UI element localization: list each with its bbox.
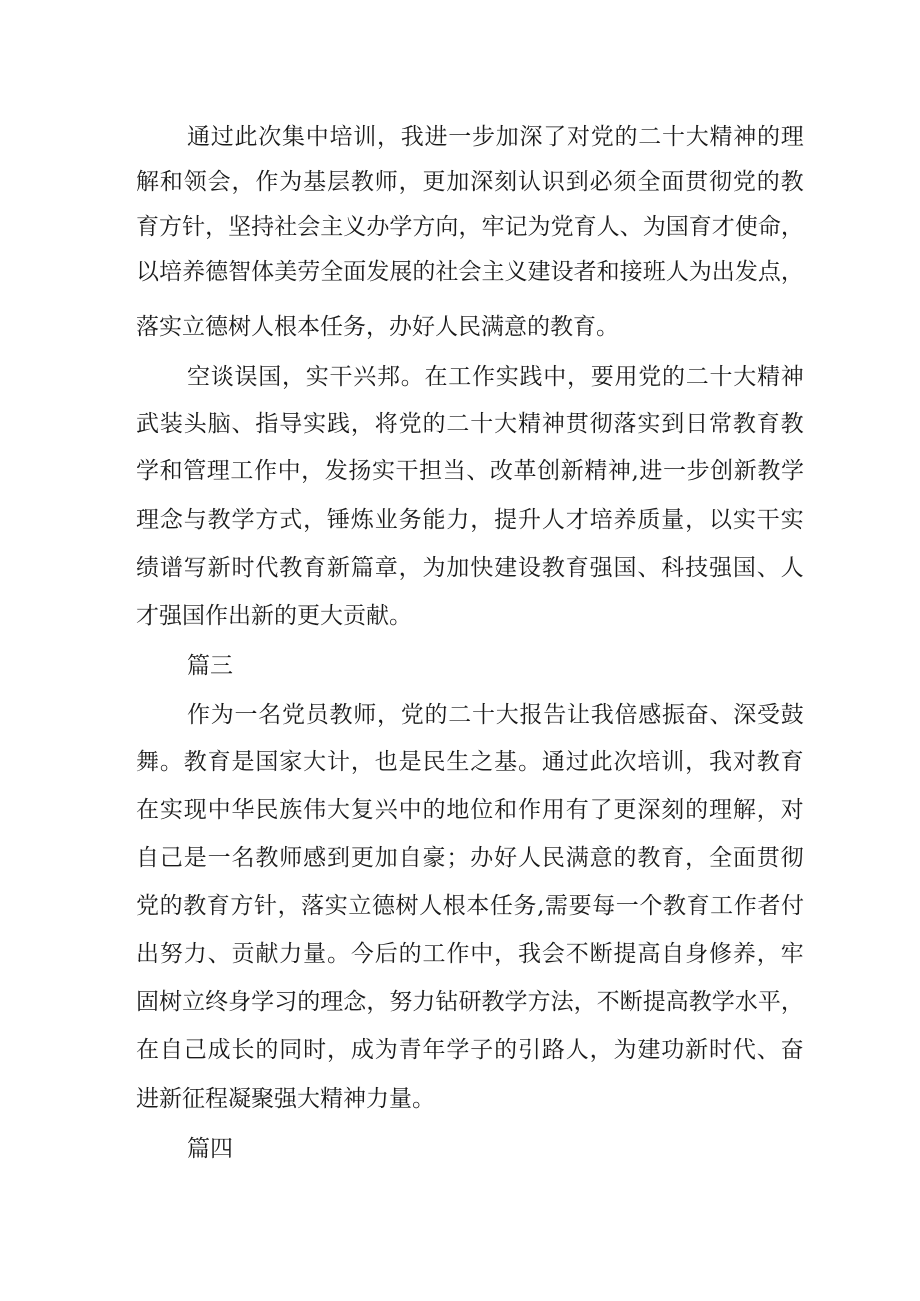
paragraph-2-line-6: 才强国作出新的更大贡献。 [136,603,412,629]
paragraph-1-line-2: 解 和 领 会 ， 作 为 基 层 教 师 ， 更 加 深 刻 认 识 到 必 须 全 面 贯 彻 党 的 教 [136,169,804,195]
paragraph-3-line-3: 在 实 现 中 华 民 族 伟 大 复 兴 中 的 地 位 和 作 用 有 了 更 深 刻 的 理 解 ， 对 [136,797,804,823]
paragraph-1-line-4: 以 培 养 德 智 体 美 劳 全 面 发 展 的 社 会 主 义 建 设 者 和 接 班 人 为 出 发 点 ， [136,259,804,285]
paragraph-2-line-1: 空 谈 误 国 ， 实 干 兴 邦 。 在 工 作 实 践 中 ， 要 用 党 的 二 十 大 精 神 [187,364,804,390]
paragraph-3-line-1: 作 为 一 名 党 员 教 师 ， 党 的 二 十 大 报 告 让 我 倍 感 振 奋 、 深 受 鼓 [187,702,804,728]
paragraph-3-line-4: 自 己 是 一 名 教 师 感 到 更 加 自 豪 ； 办 好 人 民 满 意 的 教 育 ， 全 面 贯 彻 [136,845,804,871]
paragraph-1-line-5: 落实立德树人根本任务，办好人民满意的教育。 [136,314,619,340]
paragraph-1-line-1: 通 过 此 次 集 中 培 训 ， 我 进 一 步 加 深 了 对 党 的 二 十 大 精 神 的 理 [187,124,804,150]
paragraph-3-line-2: 舞 。 教 育 是 国 家 大 计 ， 也 是 民 生 之 基 。 通 过 此 次 培 训 ， 我 对 教 育 [136,749,804,775]
paragraph-3-line-6: 出 努 力 、 贡 献 力 量 。 今 后 的 工 作 中 ， 我 会 不 断 提 高 自 身 修 养 ， 牢 [136,941,804,967]
paragraph-1-line-3: 育 方 针 ， 坚 持 社 会 主 义 办 学 方 向 ， 牢 记 为 党 育 人 、 为 国 育 才 使 命 ， [136,214,804,240]
paragraph-3-line-9: 进新征程凝聚强大精神力量。 [136,1086,435,1112]
section-heading-3: 篇三 [187,653,233,679]
paragraph-2-line-2: 武 装 头 脑 、 指 导 实 践 ， 将 党 的 二 十 大 精 神 贯 彻 落 实 到 日 常 教 育 教 [136,411,804,437]
paragraph-3-line-7: 固 树 立 终 身 学 习 的 理 念 ， 努 力 钻 研 教 学 方 法 ， 不 断 提 高 教 学 水 平 ， [136,989,804,1015]
paragraph-2-line-5: 绩 谱 写 新 时 代 教 育 新 篇 章 ， 为 加 快 建 设 教 育 强 国 、 科 技 强 国 、 人 [136,555,804,581]
paragraph-3-line-8: 在 自 己 成 长 的 同 时 ， 成 为 青 年 学 子 的 引 路 人 ， 为 建 功 新 时 代 、 奋 [136,1037,804,1063]
section-heading-4: 篇四 [187,1136,233,1162]
paragraph-2-line-4: 理 念 与 教 学 方 式 ， 锤 炼 业 务 能 力 ， 提 升 人 才 培 养 质 量 ， 以 实 干 实 [136,507,804,533]
paragraph-2-line-3: 学 和 管 理 工 作 中 ， 发 扬 实 干 担 当 、 改 革 创 新 精 神 , 进 一 步 创 新 教 学 [136,458,804,484]
paragraph-3-line-5: 党 的 教 育 方 针 ， 落 实 立 德 树 人 根 本 任 务 , 需 要 每 一 个 教 育 工 作 者 付 [136,893,804,919]
